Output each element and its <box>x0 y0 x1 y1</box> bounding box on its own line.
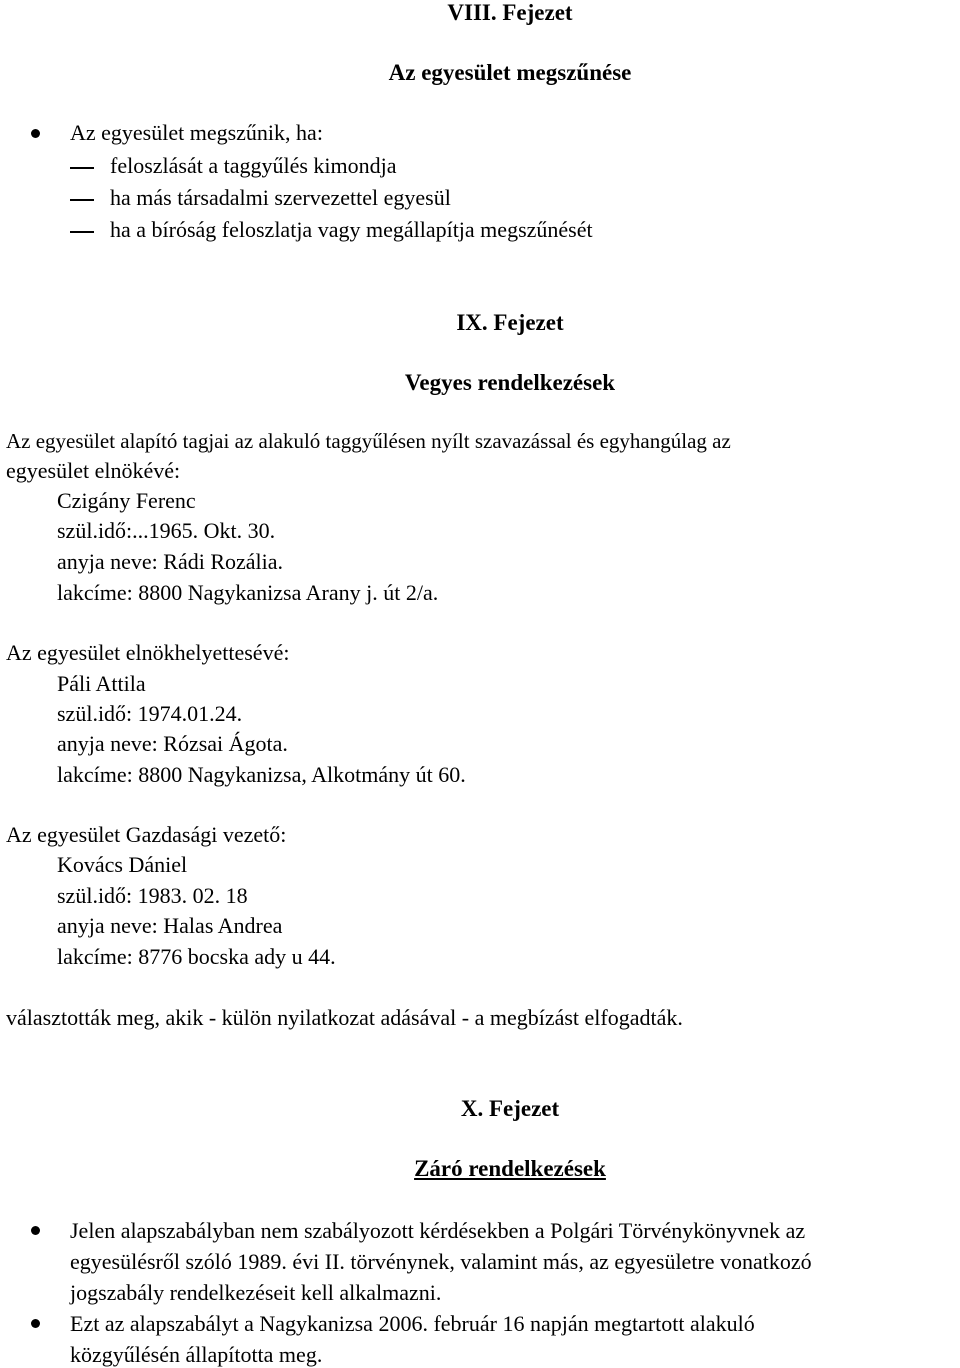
president-mother: anyja neve: Rádi Rozália. <box>57 549 284 574</box>
chapter9-closing: választották meg, akik - külön nyilatkozat adásával - a megbízást elfogadták. <box>6 1005 683 1030</box>
econ-address: lakcíme: 8776 bocska ady u 44. <box>57 944 336 969</box>
chapter10-subtitle: Záró rendelkezések <box>414 1156 606 1181</box>
vice-heading: Az egyesület elnökhelyettesévé: <box>6 640 290 665</box>
president-birth: szül.idő:...1965. Okt. 30. <box>57 518 276 543</box>
vice-name: Páli Attila <box>57 671 146 696</box>
bullet-icon <box>31 129 40 138</box>
chapter9-intro-line1: Az egyesület alapító tagjai az alakuló taggyűlésen nyílt szavazással és egyhangúlag az <box>6 429 731 453</box>
bullet-icon <box>31 1226 40 1235</box>
bullet-icon <box>31 1319 40 1328</box>
dash-icon <box>70 199 94 201</box>
chapter8-item-2: ha más társadalmi szervezettel egyesül <box>110 185 451 210</box>
bullet1-line1: Jelen alapszabályban nem szabályozott kérdésekben a Polgári Törvénykönyvnek az <box>70 1218 806 1243</box>
vice-birth: szül.idő: 1974.01.24. <box>57 701 243 726</box>
chapter9-subtitle: Vegyes rendelkezések <box>404 370 616 395</box>
bullet1-line2: egyesülésről szóló 1989. évi II. törvénynek, valamint más, az egyesületre vonatkozó <box>70 1249 812 1274</box>
chapter8-intro: Az egyesület megszűnik, ha: <box>70 120 323 145</box>
chapter9-title: IX. Fejezet <box>456 310 564 335</box>
dash-icon <box>70 167 94 169</box>
chapter10-title: X. Fejezet <box>460 1096 560 1121</box>
vice-mother: anyja neve: Rózsai Ágota. <box>57 731 288 756</box>
bullet1-line3: jogszabály rendelkezéseit kell alkalmazni. <box>70 1280 442 1305</box>
vice-address: lakcíme: 8800 Nagykanizsa, Alkotmány út 60. <box>57 762 466 787</box>
president-name: Czigány Ferenc <box>57 488 196 513</box>
chapter8-item-3: ha a bíróság feloszlatja vagy megállapítja megszűnését <box>110 217 593 242</box>
econ-name: Kovács Dániel <box>57 852 188 877</box>
president-address: lakcíme: 8800 Nagykanizsa Arany j. út 2/a. <box>57 580 439 605</box>
econ-heading: Az egyesület Gazdasági vezető: <box>6 822 287 847</box>
bullet2-line1: Ezt az alapszabályt a Nagykanizsa 2006. február 16 napján megtartott alakuló <box>70 1311 755 1336</box>
chapter8-title: VIII. Fejezet <box>447 0 573 25</box>
chapter9-intro-line2: egyesület elnökévé: <box>6 458 181 483</box>
chapter8-subtitle: Az egyesület megszűnése <box>388 60 632 85</box>
econ-mother: anyja neve: Halas Andrea <box>57 913 283 938</box>
dash-icon <box>70 231 94 233</box>
bullet2-line2: közgyűlésén állapította meg. <box>70 1342 323 1367</box>
chapter8-item-1: feloszlását a taggyűlés kimondja <box>110 153 397 178</box>
econ-birth: szül.idő: 1983. 02. 18 <box>57 883 248 908</box>
